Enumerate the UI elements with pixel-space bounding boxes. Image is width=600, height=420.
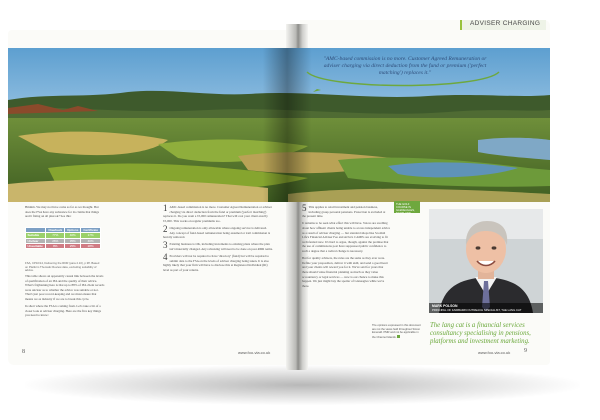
- table-footnote: FSA, CP10/14, Delivering the RDR (para 2.10), p.9ff. Based on Platform Thematic Review data, excluding suitability of advice.: [25, 261, 100, 273]
- body-paragraph: It remains to be seen what effect this will have. Voices are swelling about how affluent clients being unable to access independent advice as a result of adviser charging — but standard shops like Scottish Life's Financial Adviser Fee and Aviva's CAMPs are evolving to fit well-funded new. It's hard to argue, though, against the premise that the use of commissions post have suppressed public confidence to such a degree that a radical change is necessary.: [302, 221, 391, 253]
- table-cell: 8%: [46, 243, 65, 248]
- body-paragraph: But for quality advisers, the rules are the same as they ever were. Define your proposition, deliver it with skill, and send a good heart and your clients will reward you for it. We've said for years that there should value financial planning as much as they value accountancy or legal services — now is our chance to make this happen. We just might buy the spoiler of Gleneagles while we're there.: [302, 256, 388, 288]
- magazine-shadow: [25, 365, 580, 405]
- end-mark-icon: [397, 335, 400, 338]
- author-name: MARK POLSON: [432, 304, 458, 308]
- right-page-number: 9: [524, 348, 527, 354]
- point-text: Ongoing remuneration is only allowable where ongoing service is delivered. Any concept of fund-based remuneration being assumed or trail commission is heavily removed.: [163, 225, 271, 240]
- point-text: AMC-based commission is no more. Customer Agreed Remuneration or adviser charging via direct deduction from the fund or premium ('perfect matching') replaces it. Do you want a £5,000 remuneration? That will cost your client exactly £5,000. This works on regular premiums too.: [163, 205, 272, 223]
- numbered-point-3: 3 Existing business is OK, including increments to existing plans where the plan isn't materially changed. Any rebroking will need to be done on post-RDR terms.: [163, 240, 273, 251]
- table-cell: 77%: [46, 233, 65, 238]
- table-cell: 28%: [81, 243, 101, 248]
- quote-bracket-graphic: [305, 70, 501, 92]
- table-cell: 25%: [65, 243, 81, 248]
- numbered-point-1: 1 AMC-based commission is no more. Customer Agreed Remuneration or adviser charging via direct deduction from the fund or premium ('perfect matching') replaces it. Do you want a £5,000 remuneration? That will cost your client exactly £5,000. This works on regular premiums too.: [163, 203, 272, 223]
- intro-paragraph: Hmmm. We may not have come as far as we thought. But does the FSA have any substance for its claims that things aren't fixing an all plus/ok? See this:: [25, 205, 100, 219]
- right-website: www.foo-via.co.uk: [478, 350, 511, 355]
- left-intro-text: [25, 205, 103, 221]
- table-header-cell: Certificate: [81, 228, 101, 233]
- table-header-cell: Options: [65, 228, 81, 233]
- disclaimer-text: [372, 324, 422, 339]
- photo-caption-tag: THE GOLF COURSE IN GLENEAGLES, SCOTLAND: [394, 201, 420, 213]
- author-caption: [429, 303, 543, 313]
- numbered-points-column: [163, 205, 273, 275]
- table-row-label: Suitable: [26, 233, 46, 238]
- numbered-point-2: 2 Ongoing remuneration is only allowable where ongoing service is delivered. Any concept of fund-based remuneration being assumed or trail commission is heavily removed.: [163, 223, 271, 240]
- section-header-tab: [460, 20, 546, 30]
- table-cell: 17%: [81, 233, 101, 238]
- pull-quote: "AMC-based commission is no more. Customer Agreed Remuneration or adviser charging via direct deduction from the fund or premium ('perfect matching') replaces it.": [323, 56, 487, 76]
- left-page-number: 8: [22, 349, 25, 355]
- point-text: Providers will not be required to have 'directory' (fund) but will be required to submit data to the FSA on the levels of adviser charging being taken. It is also highly likely that your firm will have to disclose this at Registered Individual (RI) level as part of your returns.: [163, 254, 269, 272]
- table-cell: 40%: [81, 238, 101, 243]
- table-cell: 35%: [65, 238, 81, 243]
- disclaimer-body: The opinions expressed in this document are not the views held throughout Simon Emerald. PMR and not be applicable in the Channel Islands.: [372, 324, 421, 339]
- table-cell: 40%: [65, 233, 81, 238]
- table-row-label: Unsuitable: [26, 243, 46, 248]
- numbered-point-4: 4 Providers will not be required to have 'directory' (fund) but will be required to submit data to the FSA on the levels of adviser charging being taken. It is also highly likely that your firm will have to disclose this at Registered Individual (RI) level as part of your returns.: [163, 252, 269, 272]
- numbered-point-5: 5 This applies to retail investment and pension business, including group personal pensions. Protection is excluded at the present time.: [302, 203, 386, 219]
- author-role: PRINCIPAL OF FAIRBAIRN OUTREACH SPECIALIST, THE LANG CAT: [432, 308, 522, 312]
- body-paragraph: In short where the FSA is coming from. Let's take a bit of a closer look at adviser charging. Here are the five key things you need to know:: [25, 304, 101, 318]
- point-text: This applies to retail investment and pension business, including group personal pensions. Protection is excluded at the present time.: [302, 205, 386, 219]
- left-column-body: [25, 274, 105, 321]
- table-row-label: Unclear: [26, 238, 46, 243]
- point-text: Existing business is OK, including increments to existing plans where the plan isn't materially changed. Any rebroking will need to be done on post-RDR terms.: [169, 242, 273, 251]
- body-paragraph: This table shows an apparently causal link between the levels of qualification of an IFA and the quality of their advice. What's frightening here is that up to 88% of IFA client records were unclear as to whether the advice was suitable or not. That's just poor record-keeping and we must ensure that means we as industry if we are to break this cycle.: [25, 274, 105, 301]
- table-header-cell: Clawback: [46, 228, 65, 233]
- left-website: www.foo-via.co.uk: [238, 350, 271, 355]
- qualification-table: [25, 227, 101, 249]
- section-label: ADVISER CHARGING: [470, 20, 541, 27]
- table-row: [26, 243, 101, 248]
- company-tagline: The lang cat is a financial services consultancy specialising in pensions, platforms and investment marketing.: [430, 322, 531, 345]
- table-cell: 26%: [46, 238, 65, 243]
- right-column-body: [302, 205, 390, 291]
- author-portrait: [429, 209, 543, 313]
